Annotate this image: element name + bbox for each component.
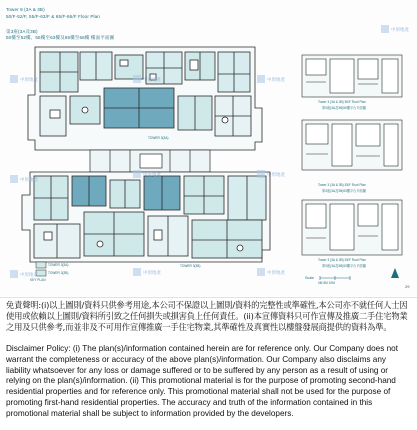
plan-title-zh-tower: 第3座(3A及3B) <box>6 29 38 34</box>
roof-plan-53f-a-title-zh: 第3座(3A及3B)53樓平台平面圖 <box>322 189 366 193</box>
divider <box>0 297 417 298</box>
watermark-text: 中原地產 <box>267 270 285 275</box>
roof-plan-53f-a <box>302 120 402 170</box>
roof-plan-50f <box>302 55 402 97</box>
watermark-text: 中原地產 <box>20 77 38 82</box>
plan-title-zh-floors: 50樓至52樓、55樓至63樓及65樓至66樓 樓面平面圖 <box>6 35 115 40</box>
roof-plan-53f-b-title-en: Tower 3 (3A & 3B) 53/F Roof Plan <box>318 258 366 262</box>
watermark-text: 中原地產 <box>143 172 161 177</box>
roof-plan-53f-a-title-en: Tower 3 (3A & 3B) 53/F Roof Plan <box>318 183 366 187</box>
scale-values: 0M 5M 10M <box>318 281 335 285</box>
disclaimer-english: Disclaimer Policy: (i) The plan(s)/information contained herein are for reference only. Our Company does not warrant the completeness or accuracy of the above plan(s)/information. Our Company also disclaims any liability whatsoever for any loss or damage suffered or to be suffered by any person as a result of using or relying on the plan(s)/information. (ii) This promotional material is for the purpose of promoting second-hand residential properties and for reference only. This promotional material shall not be used for the purpose of promoting first-hand residential properties. The accuracy and truth of the information contained in this promotional material shall be subject to information provided by the developers. <box>6 344 398 418</box>
scale-label: Scale <box>305 276 314 280</box>
watermark-text: 中原地產 <box>267 77 285 82</box>
watermark-text: 中原地產 <box>143 77 161 82</box>
scale-bar <box>320 276 350 280</box>
watermark-text: 中原地產 <box>20 177 38 182</box>
disclaimer-chinese: 免責聲明:(i)以上圖則/資料只供參考用途,本公司不保證以上圖則/資料的完整性或準確性,本公司亦不就任何人士因使用或依賴以上圖則/資料所引致之任何損失或損害負上任何責任。(ii)本宣傳資料只可作宣傳及推廣二手住宅物業之用及只供參考,而並非及不可用作宣傳推廣一手住宅物業,其準確性及真實性以樓盤發展商提供的資料為準。 <box>6 300 408 333</box>
core-corridor <box>90 150 210 172</box>
plan-title-en-tower: Tower 8 (3A & 3B) <box>6 7 45 12</box>
watermark-text: 中原地產 <box>20 272 38 277</box>
page-number: 29 <box>405 284 410 289</box>
tower-3a-plan <box>28 47 262 150</box>
roof-plan-53f-b <box>302 200 402 255</box>
plan-title-en-floors: 50/F-52/F, 55/F-63/F & 65/F-66/F Floor Plan <box>6 14 100 19</box>
roof-plan-53f-b-title-zh: 第3座(3A及3B)53樓平台平面圖 <box>322 264 366 268</box>
key-tower-3b-label: TOWER 3(3B) <box>48 271 69 275</box>
tower-3b-label: TOWER 3(3B) <box>180 264 201 268</box>
watermark-text: 中原地產 <box>391 27 409 32</box>
key-plan-label: KEY PLAN <box>30 278 46 282</box>
north-arrow-icon <box>391 268 399 278</box>
tower-3a-label: TOWER 3(3A) <box>148 136 169 140</box>
watermark-text: 中原地產 <box>267 172 285 177</box>
watermark-text: 中原地產 <box>143 270 161 275</box>
roof-plan-50f-title-en: Tower 3 (3A & 3B) 50/F Roof Plan <box>318 100 366 104</box>
tower-3b-plan <box>22 172 270 262</box>
roof-plan-50f-title-zh: 第3座(3A及3B)50樓平台平面圖 <box>322 106 366 110</box>
key-tower-3a-label: TOWER 3(3A) <box>48 263 69 267</box>
